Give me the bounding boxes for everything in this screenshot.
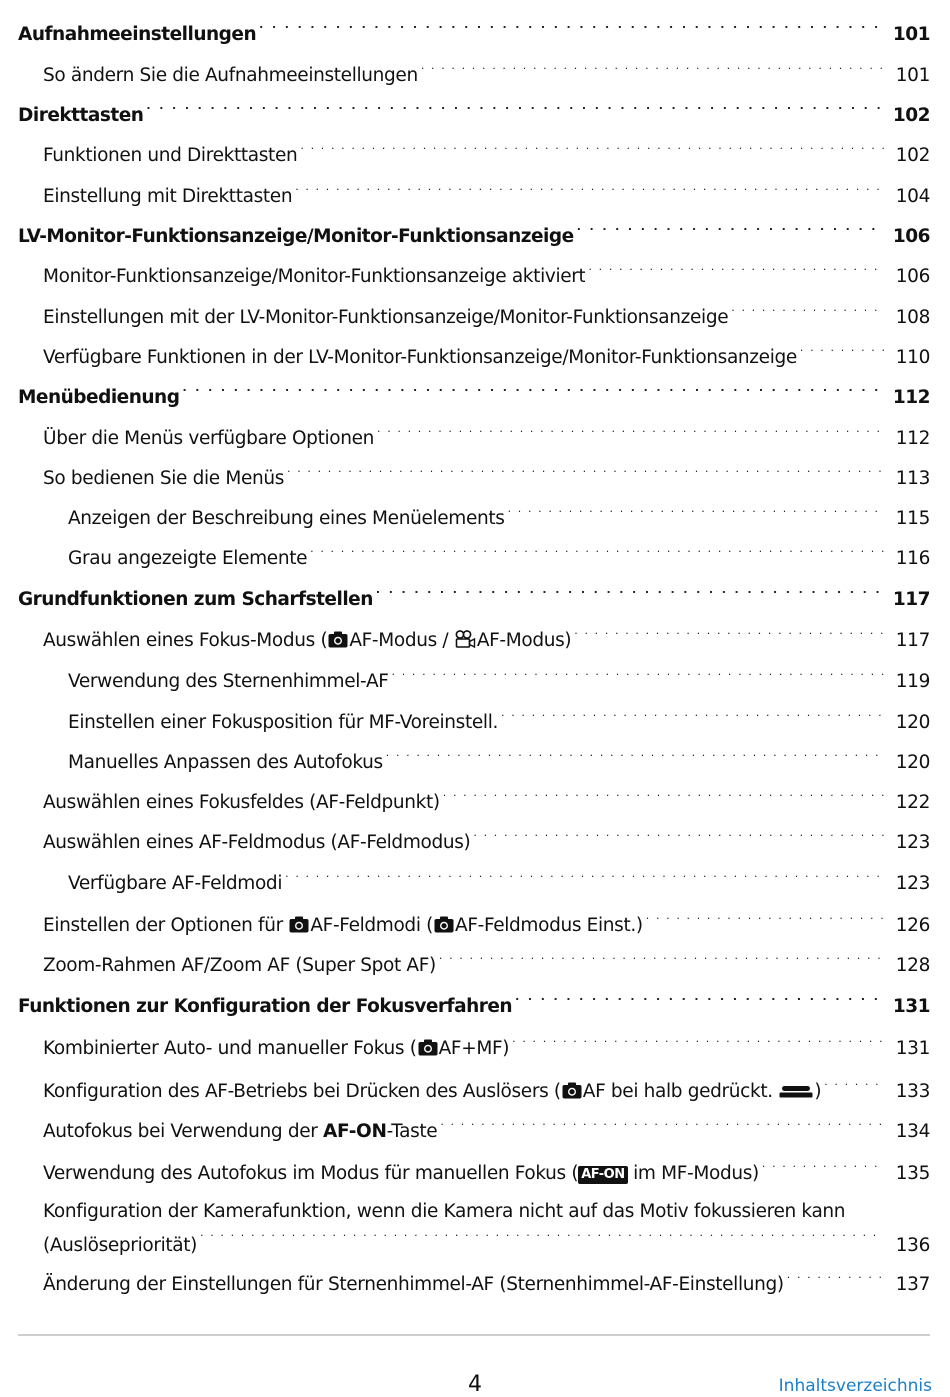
toc-entry-title: So ändern Sie die Aufnahmeeinstellungen bbox=[43, 65, 418, 86]
toc-entry-title: Grau angezeigte Elemente bbox=[68, 548, 308, 569]
toc-entry[interactable] bbox=[18, 258, 930, 289]
toc-entry-page: 119 bbox=[895, 671, 930, 692]
toc-entry[interactable] bbox=[18, 1113, 930, 1144]
toc-entry-page: 113 bbox=[895, 468, 930, 489]
movie-camera-icon bbox=[455, 630, 476, 655]
toc-entry[interactable] bbox=[18, 784, 930, 815]
toc-entry[interactable] bbox=[18, 420, 930, 451]
footer-divider bbox=[18, 1334, 930, 1336]
toc-entry[interactable] bbox=[18, 97, 930, 128]
toc-entry-title-part: Autofokus bei Verwendung der bbox=[43, 1121, 324, 1142]
toc-entry[interactable] bbox=[18, 57, 930, 88]
toc-entry[interactable] bbox=[18, 1196, 930, 1261]
dot-leader bbox=[501, 704, 884, 728]
toc-entry-title bbox=[43, 914, 643, 940]
toc-entry-title-part: Kombinierter Auto- und manueller Fokus ( bbox=[43, 1038, 417, 1059]
toc-entry[interactable] bbox=[18, 744, 930, 775]
toc-entry-title-part: ) bbox=[814, 1081, 822, 1102]
dot-leader bbox=[508, 500, 884, 524]
toc-entry-title-part: AF-Feldmodi ( bbox=[310, 915, 434, 936]
toc-entry-title bbox=[43, 1080, 821, 1106]
toc-entry-title bbox=[43, 1162, 759, 1186]
toc-entry-title: Einstellungen mit der LV-Monitor-Funktionsanzeige/Monitor-Funktionsanzeige bbox=[43, 307, 729, 328]
toc-entry[interactable] bbox=[18, 137, 930, 168]
toc-entry-page: 101 bbox=[895, 65, 930, 86]
dot-leader bbox=[421, 57, 884, 81]
dot-leader bbox=[762, 1155, 884, 1179]
toc-entry-title-part: AF-Modus) bbox=[476, 630, 572, 651]
toc-entry[interactable] bbox=[18, 1266, 930, 1297]
toc-entry[interactable] bbox=[18, 988, 930, 1019]
toc-entry-page: 136 bbox=[895, 1235, 930, 1256]
toc-entry-title: Über die Menüs verfügbare Optionen bbox=[43, 428, 375, 449]
toc-entry-page: 131 bbox=[895, 1038, 930, 1059]
shutter-half-press-icon bbox=[779, 1082, 813, 1106]
toc-entry-page: 116 bbox=[895, 548, 930, 569]
toc-entry-page: 106 bbox=[895, 266, 930, 287]
toc-entry-title: Funktionen und Direkttasten bbox=[43, 145, 298, 166]
toc-entry-title: Grundfunktionen zum Scharfstellen bbox=[18, 589, 373, 610]
dot-leader bbox=[574, 622, 884, 646]
toc-entry-wrapped bbox=[43, 1196, 930, 1261]
toc-entry-title: Einstellung mit Direkttasten bbox=[43, 186, 293, 207]
toc-entry[interactable] bbox=[18, 704, 930, 735]
camera-icon bbox=[418, 1039, 438, 1063]
toc-entry-title: Anzeigen der Beschreibung eines Menüelements bbox=[68, 508, 505, 529]
dot-leader bbox=[392, 663, 884, 687]
dot-leader bbox=[376, 581, 884, 605]
toc-entry-page: 137 bbox=[895, 1274, 930, 1295]
dot-leader bbox=[443, 784, 884, 808]
toc-entry[interactable] bbox=[18, 663, 930, 694]
dot-leader bbox=[182, 379, 884, 403]
dot-leader bbox=[377, 420, 884, 444]
dot-leader bbox=[259, 16, 884, 40]
toc-entry[interactable] bbox=[18, 540, 930, 571]
toc-entry-title: Menübedienung bbox=[18, 387, 180, 408]
toc-entry[interactable] bbox=[18, 1155, 930, 1186]
dot-leader bbox=[731, 299, 884, 323]
dot-leader bbox=[146, 97, 884, 121]
toc-entry[interactable] bbox=[18, 824, 930, 855]
toc-entry-title-part: Verwendung des Autofokus im Modus für manuellen Fokus ( bbox=[43, 1163, 579, 1184]
toc-entry[interactable] bbox=[18, 460, 930, 491]
table-of-contents-link[interactable]: Inhaltsverzeichnis bbox=[778, 1376, 932, 1396]
toc-entry-page: 117 bbox=[895, 630, 930, 651]
toc-entry[interactable] bbox=[18, 218, 930, 249]
dot-leader bbox=[285, 865, 884, 889]
dot-leader bbox=[512, 1030, 884, 1054]
toc-entry-title bbox=[43, 1120, 437, 1144]
toc-entry-title: Auswählen eines AF-Feldmodus (AF-Feldmodus) bbox=[43, 832, 471, 853]
toc-entry-page: 123 bbox=[895, 873, 930, 894]
toc-entry-page: 117 bbox=[892, 589, 930, 610]
toc-entry-page: 120 bbox=[895, 752, 930, 773]
toc-entry[interactable] bbox=[18, 178, 930, 209]
toc-entry-title: Monitor-Funktionsanzeige/Monitor-Funktionsanzeige aktiviert bbox=[43, 266, 586, 287]
dot-leader bbox=[588, 258, 884, 282]
dot-leader bbox=[200, 1227, 884, 1251]
toc-entry-title: Auswählen eines Fokusfeldes (AF-Feldpunkt) bbox=[43, 792, 440, 813]
toc-entry-page: 112 bbox=[895, 428, 930, 449]
dot-leader bbox=[440, 1113, 884, 1137]
toc-entry-title-part: Einstellen der Optionen für bbox=[43, 915, 289, 936]
toc-entry-page: 133 bbox=[895, 1081, 930, 1102]
toc-entry-page: 128 bbox=[895, 955, 930, 976]
toc-entry-title: Manuelles Anpassen des Autofokus bbox=[68, 752, 383, 773]
toc-entry-page: 134 bbox=[895, 1121, 930, 1142]
toc-entry-title: Zoom-Rahmen AF/Zoom AF (Super Spot AF) bbox=[43, 955, 436, 976]
toc-entry-title: Direkttasten bbox=[18, 105, 144, 126]
toc-entry-title: Verfügbare AF-Feldmodi bbox=[68, 873, 283, 894]
toc-entry-title bbox=[43, 629, 571, 655]
dot-leader bbox=[300, 137, 884, 161]
dot-leader bbox=[787, 1266, 884, 1290]
camera-icon bbox=[434, 916, 454, 940]
dot-leader bbox=[515, 988, 884, 1012]
toc-entry[interactable] bbox=[18, 1030, 930, 1063]
toc-entry-title-part: AF bei halb gedrückt. bbox=[582, 1081, 779, 1102]
dot-leader bbox=[473, 824, 884, 848]
dot-leader bbox=[439, 947, 884, 971]
dot-leader bbox=[824, 1073, 884, 1097]
toc-entry-page: 131 bbox=[892, 996, 930, 1017]
toc-entry-page: 108 bbox=[895, 307, 930, 328]
dot-leader bbox=[295, 178, 884, 202]
camera-icon bbox=[289, 916, 309, 940]
toc-entry-page: 135 bbox=[895, 1163, 930, 1184]
af-on-badge-icon: AF-ON bbox=[578, 1166, 627, 1184]
toc-entry-title: Verfügbare Funktionen in der LV-Monitor-Funktionsanzeige/Monitor-Funktionsanzeige bbox=[43, 347, 797, 368]
toc-entry-title-part: im MF-Modus) bbox=[627, 1163, 759, 1184]
toc-entry-title: LV-Monitor-Funktionsanzeige/Monitor-Funktionsanzeige bbox=[18, 226, 574, 247]
toc-entry[interactable] bbox=[18, 299, 930, 330]
toc-entry-title: (Auslösepriorität) bbox=[43, 1235, 198, 1256]
toc-entry-title: Konfiguration der Kamerafunktion, wenn die Kamera nicht auf das Motiv fokussieren kann bbox=[43, 1201, 846, 1222]
toc-entry-title-part: -Taste bbox=[386, 1121, 438, 1142]
toc-entry-title: Verwendung des Sternenhimmel-AF bbox=[68, 671, 389, 692]
toc-entry-page: 112 bbox=[892, 387, 930, 408]
toc-entry-title bbox=[43, 1037, 509, 1063]
page-number: 4 bbox=[468, 1372, 482, 1397]
toc-entry-page: 101 bbox=[892, 24, 930, 45]
toc-entry-title: Änderung der Einstellungen für Sternenhimmel-AF (Sternenhimmel-AF-Einstellung) bbox=[43, 1274, 784, 1295]
af-on-button-label: AF-ON bbox=[323, 1121, 387, 1142]
toc-entry-title: Aufnahmeeinstellungen bbox=[18, 24, 257, 45]
toc-entry-title-part: Konfiguration des AF-Betriebs bei Drücken des Auslösers ( bbox=[43, 1081, 561, 1102]
toc-entry-page: 104 bbox=[895, 186, 930, 207]
toc-entry[interactable] bbox=[18, 947, 930, 978]
toc-entry[interactable] bbox=[18, 339, 930, 370]
toc-entry-page: 102 bbox=[895, 145, 930, 166]
dot-leader bbox=[310, 540, 884, 564]
dot-leader bbox=[386, 744, 884, 768]
toc-entry-page: 102 bbox=[892, 105, 930, 126]
toc-entry-title: Funktionen zur Konfiguration der Fokusverfahren bbox=[18, 996, 513, 1017]
camera-icon bbox=[328, 631, 348, 655]
dot-leader bbox=[287, 460, 884, 484]
toc-entry[interactable] bbox=[18, 16, 930, 47]
toc-entry-title: So bedienen Sie die Menüs bbox=[43, 468, 285, 489]
toc-entry[interactable] bbox=[18, 500, 930, 531]
toc-entry[interactable] bbox=[18, 865, 930, 896]
toc-entry-title-part: Auswählen eines Fokus-Modus ( bbox=[43, 630, 328, 651]
toc-entry-page: 115 bbox=[895, 508, 930, 529]
dot-leader bbox=[800, 339, 884, 363]
toc-entry-page: 110 bbox=[895, 347, 930, 368]
toc-entry-title: Einstellen einer Fokusposition für MF-Voreinstell. bbox=[68, 712, 499, 733]
dot-leader bbox=[646, 907, 884, 931]
toc-entry-page: 106 bbox=[892, 226, 930, 247]
camera-icon bbox=[562, 1082, 582, 1106]
toc-entry[interactable] bbox=[18, 581, 930, 612]
toc-entry-page: 120 bbox=[895, 712, 930, 733]
toc-entry[interactable] bbox=[18, 907, 930, 940]
toc-entry-page: 126 bbox=[895, 915, 930, 936]
toc-entry-title-part: AF+MF) bbox=[438, 1038, 510, 1059]
toc-entry[interactable] bbox=[18, 379, 930, 410]
toc-entry-page: 122 bbox=[895, 792, 930, 813]
toc-entry[interactable] bbox=[18, 1073, 930, 1106]
toc-entry-title-part: AF-Feldmodus Einst.) bbox=[455, 915, 643, 936]
dot-leader bbox=[577, 218, 884, 242]
toc-entry[interactable] bbox=[18, 622, 930, 655]
toc-entry-page: 123 bbox=[895, 832, 930, 853]
toc-entry-title-part: AF-Modus / bbox=[349, 630, 454, 651]
